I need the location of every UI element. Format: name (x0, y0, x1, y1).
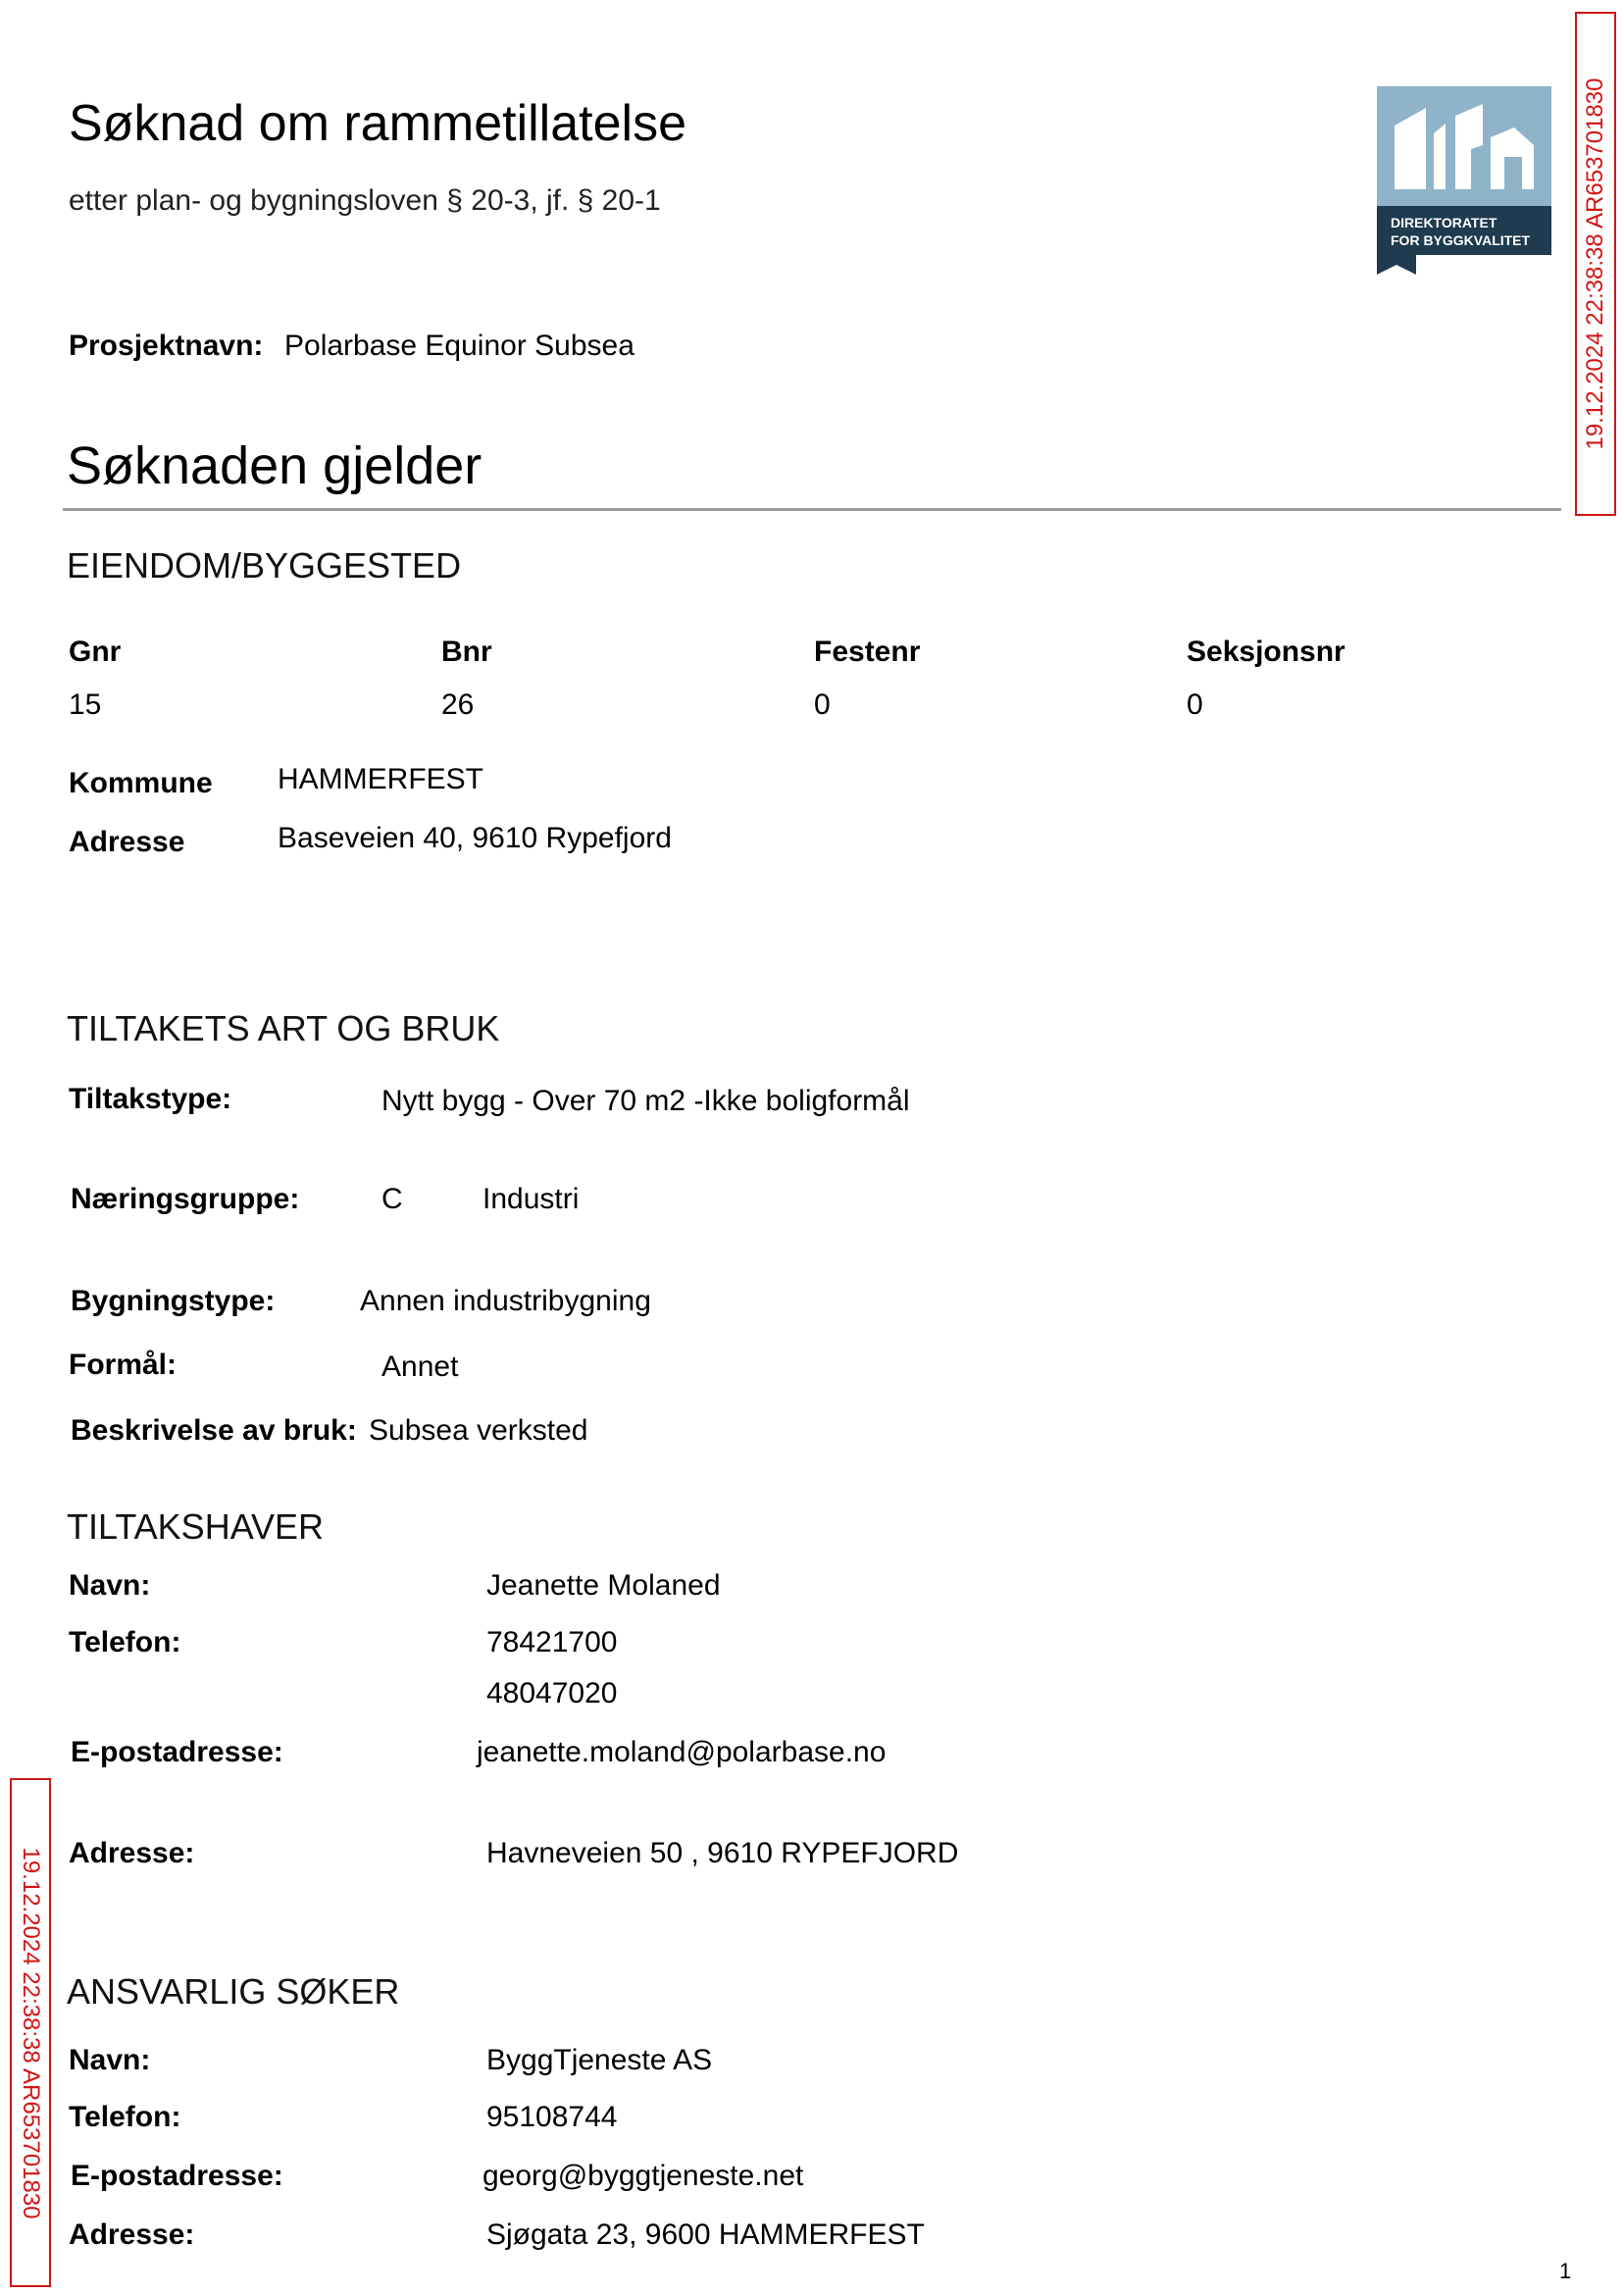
festenr-value: 0 (814, 688, 831, 721)
ansvarlig-telefon-label: Telefon: (69, 2101, 181, 2133)
gnr-value: 15 (69, 688, 102, 721)
ansvarlig-telefon-value: 95108744 (486, 2101, 618, 2133)
seksjonsnr-label: Seksjonsnr (1187, 636, 1345, 668)
formal-label: Formål: (69, 1349, 178, 1381)
naeringsgruppe-code: C (381, 1183, 403, 1215)
bygningstype-value: Annen industribygning (360, 1285, 651, 1317)
beskrivelse-value: Subsea verksted (369, 1414, 588, 1447)
seksjonsnr-value: 0 (1187, 688, 1203, 721)
tiltak-heading: TILTAKETS ART OG BRUK (67, 1008, 500, 1048)
ansvarlig-epost-value: georg@byggtjeneste.net (482, 2160, 804, 2192)
logo-text-line2: FOR BYGGKVALITET (1391, 232, 1531, 248)
section-divider (63, 508, 1561, 511)
tiltakshaver-navn-value: Jeanette Molaned (486, 1569, 721, 1602)
ansvarlig-heading: ANSVARLIG SØKER (67, 1971, 400, 2012)
tiltakshaver-adresse-label: Adresse: (69, 1837, 195, 1869)
bygningstype-label: Bygningstype: (71, 1285, 276, 1317)
formal-value: Annet (381, 1351, 459, 1383)
ansvarlig-adresse-value: Sjøgata 23, 9600 HAMMERFEST (486, 2218, 925, 2251)
tiltakshaver-telefon-value-2: 48047020 (486, 1677, 618, 1709)
ansvarlig-navn-value: ByggTjeneste AS (486, 2044, 713, 2076)
document-title: Søknad om rammetillatelse (69, 95, 686, 152)
tiltakshaver-epost-label: E-postadresse: (71, 1736, 283, 1768)
tiltakstype-label: Tiltakstype: (69, 1083, 232, 1115)
tiltakshaver-adresse-value: Havneveien 50 , 9610 RYPEFJORD (486, 1837, 959, 1869)
receipt-stamp-left (10, 1778, 51, 2287)
bnr-value: 26 (441, 688, 475, 721)
kommune-label: Kommune (69, 767, 213, 799)
project-name-value: Polarbase Equinor Subsea (284, 330, 634, 362)
kommune-value: HAMMERFEST (278, 763, 483, 795)
section-title: Søknaden gjelder (67, 436, 482, 495)
tiltakstype-value: Nytt bygg - Over 70 m2 -Ikke boligformål (381, 1085, 910, 1117)
property-heading: EIENDOM/BYGGESTED (67, 545, 462, 586)
receipt-stamp-top (1575, 12, 1616, 516)
festenr-label: Festenr (814, 636, 921, 668)
ansvarlig-navn-label: Navn: (69, 2044, 151, 2076)
beskrivelse-label: Beskrivelse av bruk: (71, 1414, 357, 1447)
tiltakshaver-telefon-label: Telefon: (69, 1626, 181, 1658)
document-subtitle: etter plan- og bygningsloven § 20-3, jf. § 20-1 (69, 184, 661, 217)
receipt-stamp-top-text: 19.12.2024 22:38:38 AR653701830 (1582, 77, 1608, 450)
ansvarlig-epost-label: E-postadresse: (71, 2160, 283, 2192)
ansvarlig-adresse-label: Adresse: (69, 2218, 195, 2251)
tiltakshaver-epost-value: jeanette.moland@polarbase.no (477, 1736, 887, 1768)
page-number: 1 (1559, 2259, 1572, 2283)
project-name-label: Prosjektnavn: (69, 330, 264, 362)
logo-text-line1: DIREKTORATET (1391, 215, 1497, 230)
tiltakshaver-telefon-value-1: 78421700 (486, 1626, 618, 1658)
naeringsgruppe-label: Næringsgruppe: (71, 1183, 300, 1215)
adresse-value: Baseveien 40, 9610 Rypefjord (278, 822, 672, 854)
tiltakshaver-navn-label: Navn: (69, 1569, 151, 1602)
naeringsgruppe-value: Industri (482, 1183, 580, 1215)
receipt-stamp-left-text: 19.12.2024 22:38:38 AR653701830 (18, 1846, 44, 2219)
adresse-label: Adresse (69, 826, 185, 858)
dibk-logo (1377, 86, 1551, 275)
tiltakshaver-heading: TILTAKSHAVER (67, 1506, 325, 1547)
bnr-label: Bnr (441, 636, 492, 668)
gnr-label: Gnr (69, 636, 122, 668)
